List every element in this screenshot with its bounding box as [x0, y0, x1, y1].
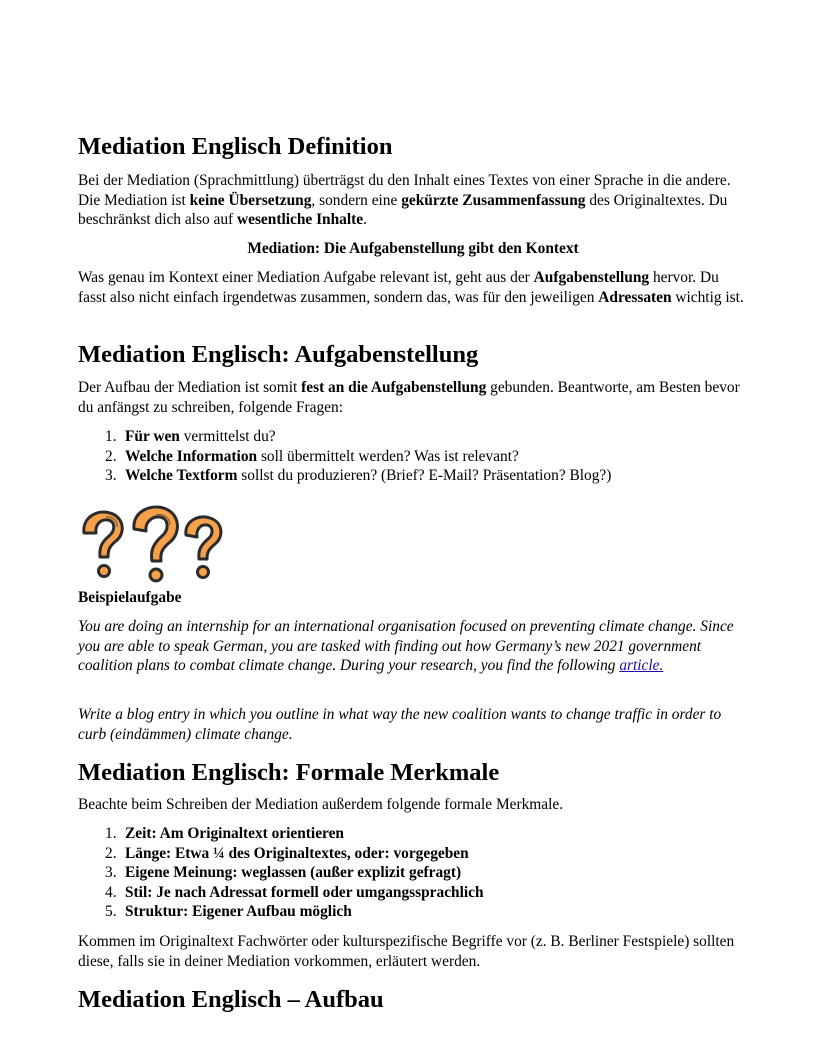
paragraph-definition: Bei der Mediation (Sprachmittlung) überträgst du den Inhalt eines Textes von einer Sprache in die andere. Die Mediation ist keine Übersetzung, sondern eine gekürzte Zusammenfassung des Originaltextes. Du beschränkst dich also auf wesentliche Inhalte.	[78, 172, 731, 229]
example-task-instruction: Write a blog entry in which you outline in what way the new coalition wants to change traffic in order to curb (eindämmen) climate change.	[78, 706, 722, 743]
subheading-context: Mediation: Die Aufgabenstellung gibt den Kontext	[247, 240, 579, 257]
article-link[interactable]: article.	[619, 657, 664, 675]
heading-definition: Mediation Englisch Definition	[78, 133, 393, 160]
heading-formale-merkmale: Mediation Englisch: Formale Merkmale	[78, 759, 500, 786]
list-item: 2. Länge: Etwa ¼ des Originaltextes, oder: vorgegeben	[105, 844, 469, 862]
paragraph-context: Was genau im Kontext einer Mediation Aufgabe relevant ist, geht aus der Aufgabenstellung hervor. Du fasst also nicht einfach irgendetwas zusammen, sondern das, was für den jeweiligen Adressaten wichtig ist.	[78, 269, 744, 306]
list-item: 1. Zeit: Am Originaltext orientieren	[105, 825, 344, 842]
example-task-paragraph: You are doing an internship for an international organisation focused on preventing climate change. Since you are able to speak German, you are tasked with finding out how Germany’s new 2021 government coalition plans to combat climate change. During your research, you find the following article.	[78, 618, 734, 675]
question-list	[78, 427, 748, 486]
list-item: 2. Welche Information soll übermittelt werden? Was ist relevant?	[105, 447, 519, 465]
heading-aufgabenstellung: Mediation Englisch: Aufgabenstellung	[78, 341, 479, 368]
example-label: Beispielaufgabe	[78, 589, 182, 606]
heading-aufbau: Mediation Englisch – Aufbau	[78, 986, 384, 1013]
paragraph-formale-outro: Kommen im Originaltext Fachwörter oder kulturspezifische Begriffe vor (z. B. Berliner Festspiele) sollten diese, falls sie in deiner Mediation vorkommen, erläutert werden.	[78, 933, 735, 970]
question-marks-icon	[78, 505, 226, 585]
list-item: 3. Welche Textform sollst du produzieren? (Brief? E-Mail? Präsentation? Blog?)	[105, 467, 612, 485]
paragraph-formale-intro: Beachte beim Schreiben der Mediation außerdem folgende formale Merkmale.	[78, 796, 564, 813]
paragraph-aufgabenstellung: Der Aufbau der Mediation ist somit fest an die Aufgabenstellung gebunden. Beantworte, am Besten bevor du anfängst zu schreiben, folgende Fragen:	[78, 379, 740, 416]
formal-features-list	[78, 824, 748, 922]
list-item: 4. Stil: Je nach Adressat formell oder umgangssprachlich	[105, 883, 484, 901]
list-item: 3. Eigene Meinung: weglassen (außer explizit gefragt)	[105, 864, 462, 882]
list-item: 5. Struktur: Eigener Aufbau möglich	[105, 903, 352, 921]
list-item: 1. Für wen vermittelst du?	[105, 428, 276, 445]
